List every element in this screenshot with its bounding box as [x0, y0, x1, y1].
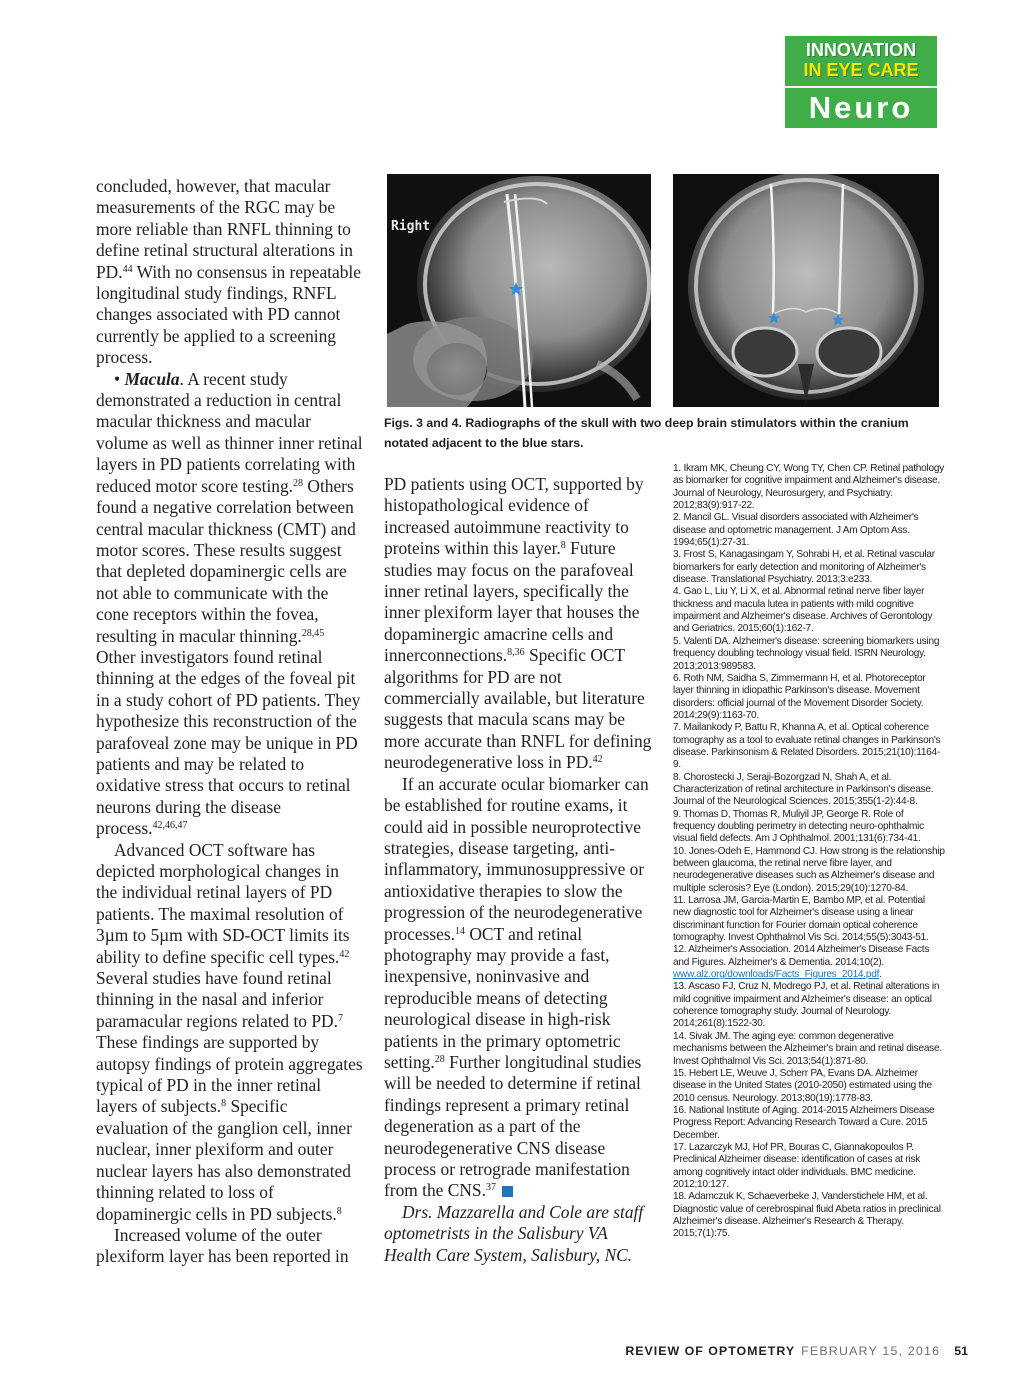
reference-item: 15. Hebert LE, Weuve J, Scherr PA, Evans DA. Alzheimer disease in the United States (2010-2050) estimated using the 2010 census. Neurology. 2013;80(19):1778-83. [673, 1067, 932, 1104]
page-footer [0, 1344, 968, 1358]
paragraph: concluded, however, that macular measurements of the RGC may be more reliable than RNFL thinning to define retinal structural alterations in PD.$^{44}$ With no consensus in repeatable longitudinal study findings, RNFL changes associated with PD cannot currently be applied to a screening process. [96, 176, 361, 368]
author-note: Drs. Mazzarella and Cole are staff optometrists in the Salisbury VA Health Care System, Salisbury, NC. [384, 1201, 644, 1265]
badge-section-name: Neuro [808, 90, 914, 125]
citation: 37 [485, 1182, 496, 1194]
figure-caption: Figs. 3 and 4. Radiographs of the skull with two deep brain stimulators within the cranium notated adjacent to the blue stars. [384, 416, 909, 450]
citation: 42 [592, 754, 603, 766]
reference-item: 17. Lazarczyk MJ, Hof PR, Bouras C, Giannakopoulos P. Preclinical Alzheimer disease: identification of cases at risk among cognitively intact older individuals. BMC medicine. 2012;10:127. [673, 1141, 921, 1190]
reference-item: 18. Adamczuk K, Schaeverbeke J, Vanderstichele HM, et al. Diagnostic value of cerebrospinal fluid Abeta ratios in preclinical Alzheimer's disease. Alzheimer's Research & Therapy. 2015;7(1):75. [673, 1191, 941, 1240]
citation: 8,36 [507, 647, 525, 659]
reference-item: 7. Mailankody P, Battu R, Khanna A, et al. Optical coherence tomography as a tool to evaluate retinal changes in Parkinson's disease. Parkinsonism & Related Disorders. 2015;21(10):1164-9. [673, 722, 941, 771]
reference-link[interactable]: www.alz.org/downloads/Facts_Figures_2014.pdf [673, 969, 880, 981]
reference-item: 6. Roth NM, Saidha S, Zimmermann H, et al. Photoreceptor layer thinning in idiopathic Parkinson's disease. Movement disorders: official journal of the Movement Disorder Society. 2014;29(9):1163-70. [673, 672, 926, 721]
reference-item: 5. Valenti DA. Alzheimer's disease: screening biomarkers using frequency doubling technology visual field. ISRN Neurology. 2013;2013:989583. [673, 635, 940, 672]
citation: 14 [455, 925, 465, 937]
reference-item: 1. Ikram MK, Cheung CY, Wong TY, Chen CP. Retinal pathology as biomarker for cognitive impairment and Alzheimer's disease. Journal of Neurology, Neurosurgery, and Psychiatry. 2012;83(9):917-22. [673, 463, 945, 512]
citation: 28 [434, 1053, 445, 1065]
reference-item: 3. Frost S, Kanagasingam Y, Sohrabi H, et al. Retinal vascular biomarkers for early detection and monitoring of Alzheimer's disease. Translational Psychiatry. 2013;3:e233. [673, 549, 935, 586]
citation: 8 [336, 1205, 342, 1217]
xray-orientation-label: Right [391, 219, 431, 234]
paragraph-macula: • Macula. A recent study demonstrated a reduction in central macular thickness and macular volume as well as thinner inner retinal layers in PD patients correlating with reduced motor score testing.$^{28}$ Others found a negative correlation between central macular thickness (CMT) and motor scores. These results suggest that depleted dopaminergic cells are not able to communicate with the cone receptors within the fovea, resulting in macular thinning.$^{28,45}$ Other investigators found retinal thinning at the edges of the foveal pit in a study cohort of PD patients. They hypothesize this reconstruction of the parafoveal zone may be unique in PD patients and may be related to oxidative stress that occurs to retinal neurons during the disease process.$^{42,46,47}$ [96, 368, 363, 839]
reference-item: 9. Thomas D, Thomas R, Muliyil JP, George R. Role of frequency doubling perimetry in detecting neuro-ophthalmic visual field defects. Am J Ophthalmol. 2001;131(6):734-41. [673, 808, 924, 845]
reference-item: 8. Chorostecki J, Seraji-Bozorgzad N, Shah A, et al. Characterization of retinal architecture in Parkinson's disease. Journal of the Neurological Sciences. 2015;355(1-2):44-8. [673, 771, 934, 808]
reference-item: 12. Alzheimer's Association. 2014 Alzheimer's Disease Facts and Figures. Alzheimer's & Dementia. 2014;10(2). www.alz.org/downloads/Facts_Figures_2014.pdf. [673, 944, 930, 981]
citation: 7 [337, 1012, 343, 1024]
badge-subtitle-prefix: IN [803, 60, 822, 80]
end-mark-icon [502, 1186, 513, 1197]
article-column-1 [96, 176, 364, 1268]
reference-item: 4. Gao L, Liu Y, Li X, et al. Abnormal retinal nerve fiber layer thickness and macula lutea in patients with mild cognitive impairment and Alzheimer's disease. Archives of Gerontology and Geriatrics. 2015;60(1):162-7. [673, 586, 933, 635]
citation: 8 [221, 1098, 227, 1110]
subheading-macula: Macula [124, 368, 180, 389]
paragraph: Advanced OCT software has depicted morphological changes in the individual retinal layers of PD patients. The maximal resolution of 3µm to 5µm with SD-OCT limits its ability to define specific cell types.$^{42}$ Several studies have found retinal thinning in the nasal and inferior paramacular regions related to PD.$^7$ These findings are supported by autopsy findings of protein aggregates typical of PD in the inner retinal layers of subjects.$^8$ Specific evaluation of the ganglion cell, inner nuclear, inner plexiform and outer nuclear layers has also demonstrated thinning related to loss of dopaminergic cells in PD subjects.$^8$ [96, 839, 363, 1224]
references-list [673, 463, 945, 1241]
citation: 28 [293, 477, 304, 489]
skull-lateral-xray [387, 174, 651, 407]
figure-4-radiograph [673, 174, 939, 407]
citation: 42,46,47 [152, 820, 188, 832]
figure-3-radiograph [387, 174, 651, 407]
citation: 44 [122, 263, 133, 275]
reference-item: 16. National Institute of Aging. 2014-2015 Alzheimers Disease Progress Report: Advancing Research Toward a Cure. 2015 December. [673, 1104, 935, 1141]
article-column-2 [384, 474, 654, 1266]
badge-title: INNOVATION [805, 40, 917, 60]
reference-item: 13. Ascaso FJ, Cruz N, Modrego PJ, et al. Retinal alterations in mild cognitive impairment and Alzheimer's disease: an optical coherence tomography study. Journal of Neurology. 2014;261(8):1522-30. [673, 981, 940, 1030]
issue-date: FEBRUARY 15, 2016 [801, 1344, 941, 1358]
reference-item: 11. Larrosa JM, Garcia-Martin E, Bambo MP, et al. Potential new diagnostic tool for Alzheimer's disease using a linear discriminant function for Fourier domain optical coherence tomography. Invest Ophthalmol Vis Sci. 2014;55(5):3043-51. [673, 895, 929, 944]
page-number: 51 [954, 1344, 968, 1358]
paragraph: PD patients using OCT, supported by histopathological evidence of increased autoimmune reactivity to proteins within this layer.$^8$ Future studies may focus on the parafoveal inner retinal layers, specifically the inner plexiform layer that houses the dopaminergic amacrine cells and innerconnections.$^{8,36}$ Specific OCT algorithms for PD are not commercially available, but literature suggests that macula scans may be more accurate than RNFL for defining neurodegenerative loss in PD.$^{42}$ [384, 474, 652, 773]
paragraph: If an accurate ocular biomarker can be established for routine exams, it could aid in possible neuroprotective strategies, disease targeting, anti-inflammatory, immunosuppressive or antioxidative therapies to slow the progression of the neurodegenerative processes.$^{14}$ OCT and retinal photography may provide a fast, inexpensive, noninvasive and reproducible means of detecting neurological disease in high-risk patients in the primary optometric setting.$^{28}$ Further longitudinal studies will be needed to determine if retinal findings represent a primary retinal degeneration as a part of the neurodegenerative CNS disease process or retrograde manifestation from the CNS.$^{37}$ [384, 773, 649, 1201]
badge-subtitle-main: EYE CARE [826, 60, 919, 80]
section-badge [785, 36, 937, 128]
badge-subtitle [785, 60, 937, 81]
reference-item: 14. Sivak JM. The aging eye: common degenerative mechanisms between the Alzheimer's brain and retinal disease. Invest Ophthalmol Vis Sci. 2013;54(1):871-80. [673, 1030, 942, 1067]
reference-item: 2. Mancil GL. Visual disorders associated with Alzheimer's disease and optometric management. J Am Optom Ass. 1994;65(1):27-31. [673, 512, 919, 549]
skull-frontal-xray [673, 174, 939, 407]
reference-item: 10. Jones-Odeh E, Hammond CJ. How strong is the relationship between glaucoma, the retinal nerve fibre layer, and neurodegenerative diseases such as Alzheimer's disease and multiple sclerosis? Eye (London). 2015;29(10):1270-84. [673, 845, 945, 894]
citation: 8 [560, 540, 566, 552]
citation: 42 [339, 948, 350, 960]
badge-divider [785, 86, 937, 88]
journal-name: REVIEW OF OPTOMETRY [625, 1344, 796, 1358]
paragraph: Increased volume of the outer plexiform layer has been reported in [96, 1224, 349, 1267]
citation: 28,45 [301, 627, 325, 639]
